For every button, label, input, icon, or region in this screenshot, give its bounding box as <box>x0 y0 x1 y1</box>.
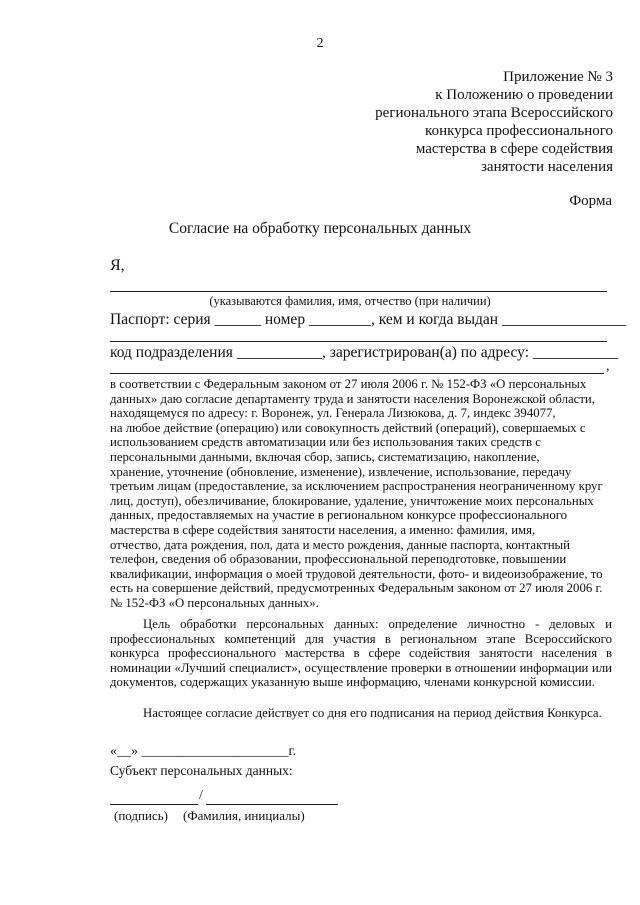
address-line <box>110 373 604 374</box>
ya-label: Я, <box>110 257 125 274</box>
division-line <box>110 344 618 362</box>
name-initials-caption: (Фамилия, инициалы) <box>183 808 305 823</box>
signature-line <box>110 804 198 805</box>
passport-extra-line <box>110 341 607 342</box>
signature-caption: (подпись) <box>114 808 168 823</box>
division-label: код подразделения <box>110 344 233 361</box>
registered-label: , зарегистрирован(а) по адресу: <box>322 344 530 361</box>
address-blank: ___________ <box>532 344 619 361</box>
passport-series-blank: ______ <box>214 311 261 328</box>
appendix-line-1: Приложение № 3 <box>503 69 613 85</box>
appendix-line-5: мастерства в сфере содействия <box>415 141 613 157</box>
consent-line: квалификации, информация о моей трудовой деятельности, фото- и видеоизображение, то <box>110 566 603 581</box>
date-month-blank: _____________________ <box>141 744 289 759</box>
date-day-blank: __ <box>117 744 131 759</box>
address-comma: , <box>606 359 610 374</box>
page-number: 2 <box>316 36 324 51</box>
appendix-line-4: конкурса профессионального <box>425 123 613 139</box>
appendix-line-6: занятости населения <box>480 159 613 175</box>
consent-line: № 152-ФЗ «О персональных данных». <box>110 595 319 610</box>
passport-label: Паспорт: серия <box>110 311 211 328</box>
consent-text <box>110 377 612 611</box>
document-title: Согласие на обработку персональных данных <box>168 220 472 237</box>
date-line <box>110 744 296 760</box>
division-blank: ___________ <box>236 344 322 361</box>
consent-line: телефон, сведения об образовании, профессиональной переподготовке, повышении <box>110 552 567 567</box>
consent-line: в соответствии с Федеральным законом от 27 июля 2006 г. № 152-ФЗ «О персональных <box>110 377 587 391</box>
passport-number-label: номер <box>264 311 306 328</box>
consent-line: находящемуся по адресу: г. Воронеж, ул. Генерала Лизюкова, д. 7, индекс 394077, <box>110 406 556 421</box>
consent-line: данных» даю согласие департаменту труда и занятости населения Воронежской области, <box>110 391 595 406</box>
validity-paragraph: Настоящее согласие действует со дня его подписания на период действия Конкурса. <box>143 706 602 720</box>
consent-line: персональными данными, включая сбор, запись, систематизацию, накопление, <box>110 449 540 464</box>
consent-line: есть на совершение действий, предусмотренных Федеральным законом от 27 июля 2006 г. <box>110 581 603 596</box>
subject-label: Субъект персональных данных: <box>110 763 293 778</box>
name-hint: (указываются фамилия, имя, отчество (при наличии) <box>209 294 491 308</box>
consent-line: мастерства в сфере содействия занятости населения, а именно: фамилия, имя, <box>110 522 536 537</box>
consent-line: хранение, уточнение (обновление, изменение), извлечение, использование, передачу <box>110 464 572 479</box>
passport-issued-label: , кем и когда выдан <box>370 311 499 328</box>
form-label: Форма <box>569 193 612 209</box>
name-initials-line <box>206 804 338 805</box>
passport-line <box>110 311 626 329</box>
consent-line: третьим лицам (предоставление, за исключением распространения неограниченному круг <box>110 479 603 494</box>
date-open-quote: « <box>110 744 117 759</box>
consent-line: отчество, дата рождения, пол, дата и место рождения, данные паспорта, контактный <box>110 537 570 552</box>
passport-number-blank: ________ <box>308 311 371 328</box>
consent-line: данных, предоставляемых на участие в региональном конкурсе профессионального <box>110 508 568 523</box>
appendix-line-3: регионального этапа Всероссийского <box>375 105 613 121</box>
appendix-line-2: к Положению о проведении <box>435 87 613 103</box>
consent-line: лиц, доступ), обезличивание, блокирование, удаление, уничтожение моих персональных <box>110 493 594 508</box>
date-year-suffix: г. <box>288 744 297 759</box>
consent-line: на любое действие (операцию) или совокупность действий (операций), совершаемых с <box>110 420 586 435</box>
signature-slash: / <box>199 788 203 803</box>
consent-line: использованием средств автоматизации или без использования таких средств с <box>110 435 541 450</box>
passport-issued-blank: ________________ <box>501 311 626 328</box>
date-close-quote: » <box>131 744 138 759</box>
purpose-paragraph: Цель обработки персональных данных: определение личностно - деловых и профессиональных компетенций для участия в региональном этапе Всероссийского конкурса профессионального мастерства в сфере содействия занятости населения в номинации «Лучший специалист», осуществление проверки в отношении информации или документов, содержащих указанную выше информацию, членами конкурсной комиссии. <box>110 617 612 690</box>
name-line <box>110 291 607 292</box>
